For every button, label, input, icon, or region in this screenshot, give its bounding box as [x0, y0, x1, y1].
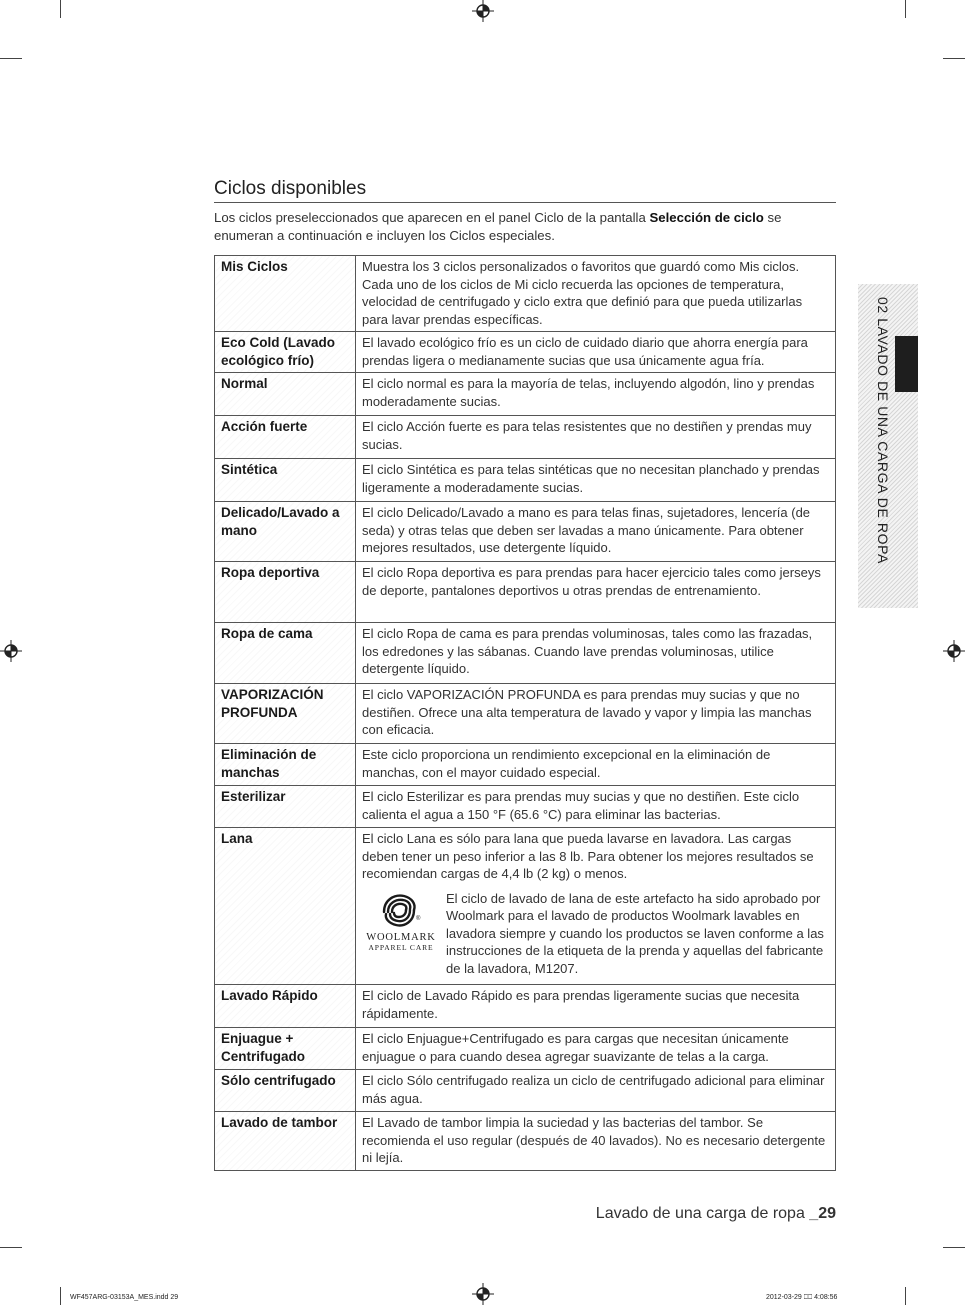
cycle-name: Ropa de cama [215, 623, 356, 684]
cycle-name: Ropa deportiva [215, 562, 356, 623]
cycle-name: Mis Ciclos [215, 256, 356, 332]
cycle-description: El ciclo de Lavado Rápido es para prendas ligeramente sucias que necesita rápidamente. [356, 985, 836, 1028]
woolmark-brand: WOOLMARK [366, 931, 436, 943]
table-row [215, 332, 836, 373]
cycle-description: Este ciclo proporciona un rendimiento excepcional en la eliminación de manchas, con el mayor cuidado especial. [356, 744, 836, 786]
table-row [215, 684, 836, 744]
cycle-description: El ciclo Delicado/Lavado a mano es para telas finas, sujetadores, lencería (de seda) y otras telas que deben ser lavadas a mano únicamente. Para obtener mejores resultados, use detergente líquido. [356, 502, 836, 562]
cycle-name: Sólo centrifugado [215, 1070, 356, 1112]
crop-mark [905, 0, 906, 18]
page-footer [596, 1205, 836, 1223]
table-row [215, 459, 836, 502]
crop-mark [905, 1287, 906, 1305]
crop-mark [0, 1247, 22, 1248]
woolmark-logo-icon [378, 890, 424, 930]
crop-mark [60, 0, 61, 18]
cycle-description: El ciclo Esterilizar es para prendas muy sucias y que no destiñen. Este ciclo calienta el agua a 150 °F (65.6 °C) para eliminar las bacterias. [356, 786, 836, 828]
section-title: Ciclos disponibles [214, 178, 836, 203]
crop-mark [60, 1287, 61, 1305]
intro-text: Los ciclos preseleccionados que aparecen en el panel Ciclo de la pantalla [214, 210, 650, 225]
registration-mark-icon [943, 640, 965, 662]
table-row [215, 1070, 836, 1112]
print-slug-date: 2012-03-29 ⎕⎕ 4:08:56 [766, 1294, 838, 1301]
table-row [215, 985, 836, 1028]
cycle-description-lana [356, 828, 836, 985]
cycle-description: El ciclo Ropa deportiva es para prendas para hacer ejercicio tales como jerseys de deporte, pantalones deportivos u otras prendas de entrenamiento. [356, 562, 836, 623]
cycle-name: Lavado Rápido [215, 985, 356, 1028]
cycle-description: El ciclo Acción fuerte es para telas resistentes que no destiñen y prendas muy sucias. [356, 416, 836, 459]
registration-mark-icon [0, 640, 22, 662]
cycle-name: Lana [215, 828, 356, 985]
cycle-name: Normal [215, 373, 356, 416]
cycle-description: El ciclo Sintética es para telas sintéticas que no necesitan planchado y prendas ligeramente a moderadamente sucias. [356, 459, 836, 502]
cycle-name: Eco Cold (Lavado ecológico frío) [215, 332, 356, 373]
chapter-tab-marker [895, 336, 918, 392]
table-row [215, 502, 836, 562]
chapter-side-tab-label: 02 LAVADO DE UNA CARGA DE ROPA [875, 297, 891, 564]
cycle-description: Muestra los 3 ciclos personalizados o favoritos que guardó como Mis ciclos. Cada uno de los ciclos de Mi ciclo recuerda las opciones de temperatura, velocidad de centrifugado y ciclo extra que definió para que pueda utilizarlas para lavar prendas específicas. [356, 256, 836, 332]
table-row [215, 744, 836, 786]
cycle-name: Esterilizar [215, 786, 356, 828]
table-row [215, 786, 836, 828]
print-slug-file: WF457ARG-03153A_MES.indd 29 [70, 1294, 179, 1301]
woolmark-text: El ciclo de lavado de lana de este artefacto ha sido aprobado por Woolmark para el lavado de productos Woolmark lavables en lavadora siempre y cuando los productos se laven conforme a las instrucciones de la etiqueta de la prenda y aquellas del fabricante de la lavadora, M1207. [446, 890, 824, 976]
intro-bold-term: Selección de ciclo [649, 210, 764, 225]
footer-chapter: Lavado de una carga de ropa [595, 1205, 810, 1222]
crop-mark [943, 58, 965, 59]
registration-mark-icon [472, 1283, 494, 1305]
cycle-name: VAPORIZACIÓN PROFUNDA [215, 684, 356, 744]
cycle-name: Lavado de tambor [215, 1112, 356, 1171]
table-row [215, 1112, 836, 1171]
intro-paragraph [214, 209, 836, 245]
cycle-description: El lavado ecológico frío es un ciclo de cuidado diario que ahorra energía para prendas ligera o medianamente sucias que usa únicamente agua fría. [356, 332, 836, 373]
cycle-description: El ciclo Ropa de cama es para prendas voluminosas, tales como las frazadas, los edredones y las sábanas. Cuando lave prendas voluminosas, utilice detergente líquido. [356, 623, 836, 684]
intro-text-end: se enumeran a continuación e incluyen los Ciclos especiales. [214, 210, 782, 243]
cycle-name: Eliminación de manchas [215, 744, 356, 786]
cycle-name: Delicado/Lavado a mano [215, 502, 356, 562]
cycle-name: Sintética [215, 459, 356, 502]
woolmark-subtitle: APPAREL CARE [368, 942, 434, 952]
cycle-description: El Lavado de tambor limpia la suciedad y las bacterias del tambor. Se recomienda el uso regular (después de 40 lavados). No es necesario detergente ni lejía. [356, 1112, 836, 1171]
table-row [215, 562, 836, 623]
table-row [215, 1028, 836, 1070]
woolmark-logo [362, 890, 440, 978]
table-row [215, 416, 836, 459]
page-number: _29 [809, 1205, 836, 1222]
cycle-description: El ciclo Sólo centrifugado realiza un ciclo de centrifugado adicional para eliminar más agua. [356, 1070, 836, 1112]
cycle-description: El ciclo VAPORIZACIÓN PROFUNDA es para prendas muy sucias y que no destiñen. Ofrece una alta temperatura de lavado y vapor y limpia las manchas con eficacia. [356, 684, 836, 744]
woolmark-note [362, 890, 830, 978]
table-row [215, 828, 836, 985]
crop-mark [0, 58, 22, 59]
registration-mark-icon [472, 0, 494, 22]
cycles-table [214, 255, 836, 1171]
table-row [215, 373, 836, 416]
svg-text:®: ® [416, 915, 421, 922]
cycle-description: El ciclo Lana es sólo para lana que pueda lavarse en lavadora. Las cargas deben tener un peso inferior a las 8 lb. Para obtener los mejores resultados se recomiendan cargas de 4,4 lb (2 kg) o menos. [362, 831, 814, 881]
table-row [215, 256, 836, 332]
table-row [215, 623, 836, 684]
crop-mark [943, 1247, 965, 1248]
cycle-description: El ciclo Enjuague+Centrifugado es para cargas que necesitan únicamente enjuague o para cuando desea agregar suavizante de telas a la carga. [356, 1028, 836, 1070]
cycle-name: Acción fuerte [215, 416, 356, 459]
cycle-name: Enjuague + Centrifugado [215, 1028, 356, 1070]
cycle-description: El ciclo normal es para la mayoría de telas, incluyendo algodón, lino y prendas moderadamente sucias. [356, 373, 836, 416]
